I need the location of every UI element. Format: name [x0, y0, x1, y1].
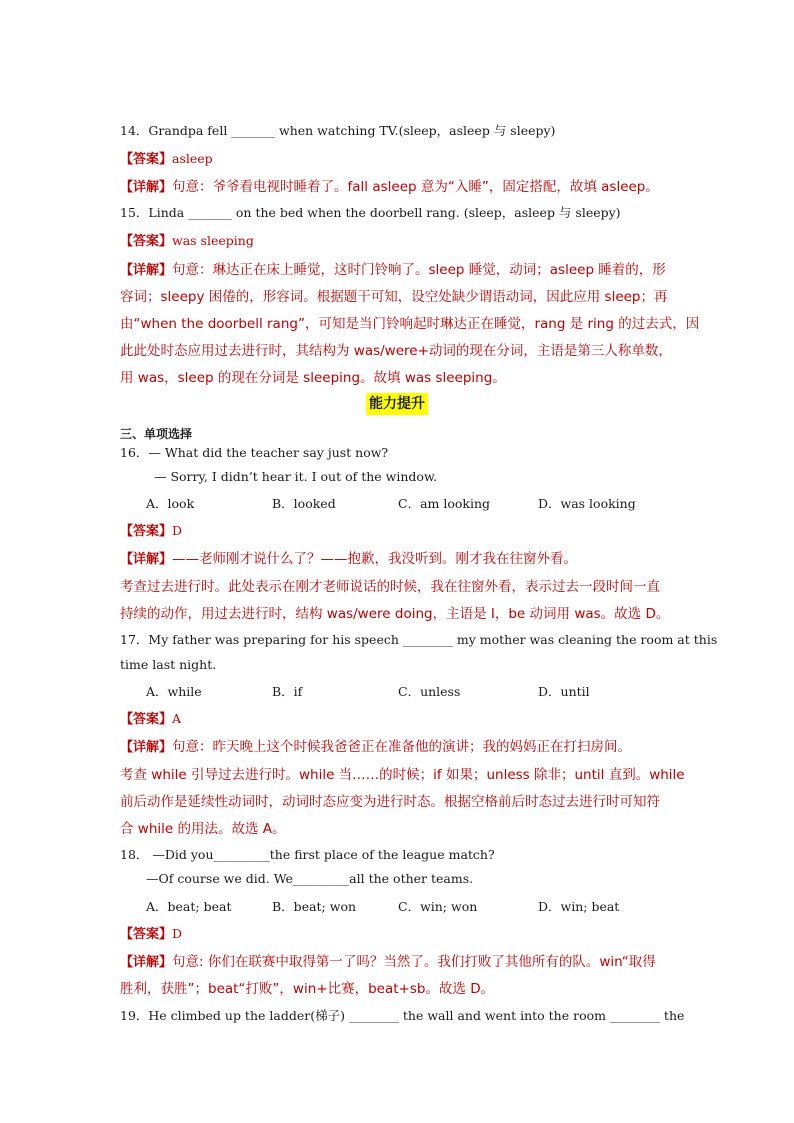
option-d: D．was looking [538, 496, 636, 511]
detail-17-line: 前后动作是延续性动词时，动词时态应变为进行时态。根据空格前后时态过去进行时可知符 [120, 794, 660, 810]
detail-16 [120, 547, 680, 567]
option-c: C．am looking [398, 496, 491, 511]
question-14: 14．Grandpa fell _______ when watching TV.(sleep，asleep 与 sleepy) [120, 123, 556, 138]
options-18 [146, 897, 706, 915]
answer-value: asleep [172, 151, 213, 166]
answer-tag: 【答案】 [120, 712, 173, 727]
answer-value: was sleeping [172, 233, 254, 248]
detail-17 [120, 735, 680, 755]
answer-tag: 【答案】 [120, 234, 173, 249]
question-16: 16．— What did the teacher say just now? [120, 445, 389, 460]
option-a: A．beat; beat [146, 899, 232, 914]
detail-15-line: 容词；sleepy 困倦的，形容词。根据题干可知，设空处缺少谓语动词，因此应用 sleep；再 [120, 289, 668, 305]
option-d: D．until [538, 684, 590, 699]
answer-17 [120, 708, 680, 727]
option-b: B．if [272, 684, 303, 699]
option-c: C．unless [398, 684, 461, 699]
answer-tag: 【答案】 [120, 152, 173, 167]
question-16-line2: — Sorry, I didn’t hear it. I out of the window. [154, 469, 438, 484]
detail-text: 句意：爷爷看电视时睡着了。fall asleep 意为“入睡”，固定搭配，故填 asleep。 [172, 179, 659, 195]
detail-15-line: 由“when the doorbell rang”，可知是当门铃响起时琳达正在睡觉，rang 是 ring 的过去式，因 [120, 316, 700, 332]
detail-text: 句意：昨天晚上这个时候我爸爸正在准备他的演讲；我的妈妈正在打扫房间。 [172, 739, 632, 755]
detail-tag: 【详解】 [120, 263, 173, 278]
detail-15 [120, 258, 680, 278]
question-18: 18． —Did you_________the first place of the league match? [120, 847, 495, 862]
answer-14 [120, 148, 680, 167]
detail-14 [120, 175, 680, 195]
answer-tag: 【答案】 [120, 927, 173, 942]
option-c: C．win; won [398, 899, 478, 914]
detail-tag: 【详解】 [120, 955, 173, 970]
answer-18 [120, 923, 680, 942]
question-17-line2: time last night. [120, 657, 217, 672]
option-a: A．look [146, 496, 195, 511]
answer-value: A [172, 711, 182, 726]
detail-text: 句意：琳达正在床上睡觉，这时门铃响了。sleep 睡觉，动词；asleep 睡着的，形 [172, 262, 666, 278]
detail-16-line: 持续的动作，用过去进行时，结构 was/were doing，主语是 I，be 动词用 was。故选 D。 [120, 606, 670, 622]
detail-15-line: 此此处时态应用过去进行时，其结构为 was/were+动词的现在分词，主语是第三人称单数， [120, 343, 672, 359]
detail-text: 句意: 你们在联赛中取得第一了吗？当然了。我们打败了其他所有的队。win“取得 [172, 954, 656, 970]
answer-tag: 【答案】 [120, 524, 173, 539]
question-18-line2: —Of course we did. We_________all the other teams. [146, 871, 474, 886]
options-16 [146, 494, 706, 512]
detail-15-line: 用 was，sleep 的现在分词是 sleeping。故填 was sleeping。 [120, 370, 506, 386]
detail-16-line: 考查过去进行时。此处表示在刚才老师说话的时候，我在往窗外看，表示过去一段时间一直 [120, 579, 660, 595]
detail-text: ——老师刚才说什么了？——抱歉，我没听到。刚才我在往窗外看。 [172, 551, 578, 567]
option-b: B．looked [272, 496, 336, 511]
detail-17-line: 考查 while 引导过去进行时。while 当……的时候；if 如果；unless 除非；until 直到。while [120, 767, 685, 783]
detail-tag: 【详解】 [120, 740, 173, 755]
section-banner: 能力提升 [366, 393, 428, 415]
detail-17-line: 合 while 的用法。故选 A。 [120, 821, 286, 837]
option-d: D．win; beat [538, 899, 620, 914]
detail-18 [120, 950, 680, 970]
option-a: A．while [146, 684, 202, 699]
options-17 [146, 682, 706, 700]
section-title: 三、单项选择 [120, 427, 193, 441]
answer-value: D [172, 926, 183, 941]
detail-18-line: 胜利，获胜”；beat“打败”，win+比赛，beat+sb。故选 D。 [120, 981, 495, 997]
answer-16 [120, 520, 680, 539]
answer-15 [120, 230, 680, 249]
answer-value: D [172, 523, 183, 538]
option-b: B．beat; won [272, 899, 357, 914]
detail-tag: 【详解】 [120, 180, 173, 195]
question-17: 17．My father was preparing for his speech ________ my mother was cleaning the room at this [120, 632, 718, 647]
question-15: 15．Linda _______ on the bed when the doorbell rang. (sleep，asleep 与 sleepy) [120, 205, 621, 220]
detail-tag: 【详解】 [120, 552, 173, 567]
question-19: 19．He climbed up the ladder(梯子) ________ the wall and went into the room ________ the [120, 1008, 685, 1023]
